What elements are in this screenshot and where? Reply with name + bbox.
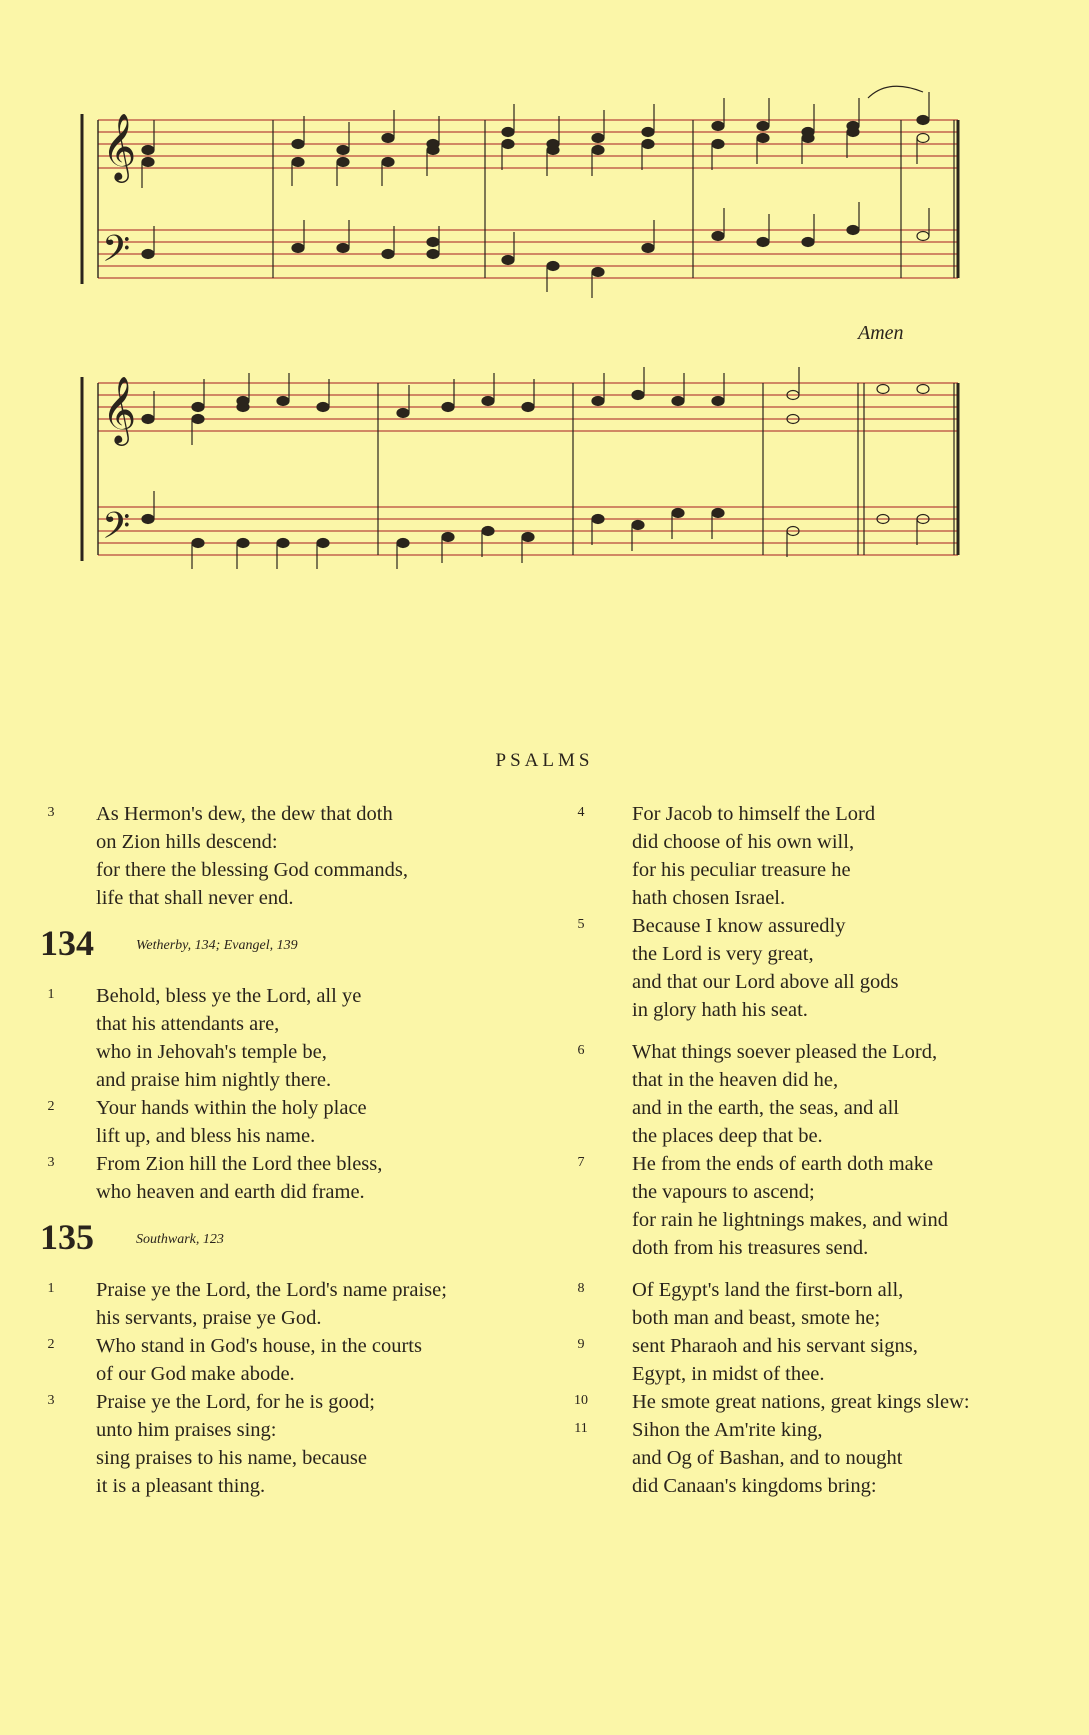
verse-line: He from the ends of earth doth make — [632, 1153, 934, 1175]
stanza — [570, 1332, 1070, 1388]
stanza-number: 7 — [577, 1155, 585, 1170]
stanza — [40, 1150, 540, 1206]
stanza-number: 3 — [47, 1155, 55, 1170]
verse-line: As Hermon's dew, the dew that doth — [96, 803, 393, 825]
verse-line: He smote great nations, great kings slew: — [632, 1391, 970, 1413]
verse-line: Your hands within the holy place — [96, 1097, 367, 1119]
verse-line: on Zion hills descend: — [96, 831, 278, 853]
verse-line: it is a pleasant thing. — [96, 1475, 266, 1497]
verse-line: and Og of Bashan, and to nought — [632, 1447, 903, 1469]
stanza-number: 2 — [47, 1099, 55, 1114]
stanza-number: 5 — [577, 917, 585, 932]
stanza-gap — [570, 1024, 1070, 1038]
verse-line: sent Pharaoh and his servant signs, — [632, 1335, 918, 1357]
stanza-number: 4 — [577, 805, 585, 820]
stanza — [570, 912, 1070, 1024]
stanza — [570, 1388, 1070, 1416]
verse-line: did choose of his own will, — [632, 831, 855, 853]
verse-line: Praise ye the Lord, for he is good; — [96, 1391, 375, 1413]
stanza-number: 8 — [577, 1281, 585, 1296]
verse-line: the Lord is very great, — [632, 943, 814, 965]
verse-line: the places deep that be. — [632, 1125, 823, 1147]
music-system-2 — [78, 355, 968, 575]
tune-references: Wetherby, 134; Evangel, 139 — [136, 938, 298, 953]
verse-line: sing praises to his name, because — [96, 1447, 367, 1469]
music-staff-system-1 — [78, 80, 968, 300]
verse-line: Egypt, in midst of thee. — [632, 1363, 825, 1385]
stanza — [40, 1276, 540, 1332]
verse-line: Who stand in God's house, in the courts — [96, 1335, 422, 1357]
verse-line: who in Jehovah's temple be, — [96, 1041, 327, 1063]
stanza-number: 11 — [574, 1421, 588, 1436]
amen-label: Amen — [858, 322, 904, 344]
verse-line: Sihon the Am'rite king, — [632, 1419, 823, 1441]
psalm-number: 135 — [40, 1217, 94, 1257]
svg-text:𝄞: 𝄞 — [102, 375, 137, 443]
verse-line: Of Egypt's land the first-born all, — [632, 1279, 904, 1301]
stanza — [40, 1094, 540, 1150]
stanza — [40, 800, 540, 912]
verse-line: for his peculiar treasure he — [632, 859, 851, 881]
tune-references: Southwark, 123 — [136, 1232, 224, 1247]
verse-line: Praise ye the Lord, the Lord's name praise; — [96, 1279, 447, 1301]
verse-line: for there the blessing God commands, — [96, 859, 408, 881]
stanza-number: 3 — [47, 805, 55, 820]
verse-line: for rain he lightnings makes, and wind — [632, 1209, 948, 1231]
stanza-number: 2 — [47, 1337, 55, 1352]
stanza — [40, 1332, 540, 1388]
verse-line: his servants, praise ye God. — [96, 1307, 322, 1329]
stanza — [570, 1276, 1070, 1332]
svg-text:𝄢: 𝄢 — [102, 228, 131, 279]
stanza-number: 9 — [577, 1337, 585, 1352]
stanza — [570, 800, 1070, 912]
svg-text:𝄞: 𝄞 — [102, 112, 137, 180]
stanza-gap — [570, 1262, 1070, 1276]
psalm-heading-135 — [40, 1216, 540, 1268]
stanza — [40, 1388, 540, 1500]
verse-line: of our God make abode. — [96, 1363, 295, 1385]
svg-text:𝄢: 𝄢 — [102, 505, 131, 556]
verse-line: doth from his treasures send. — [632, 1237, 869, 1259]
stanza-number: 10 — [574, 1393, 588, 1408]
verse-line: both man and beast, smote he; — [632, 1307, 881, 1329]
music-system-1 — [78, 80, 968, 300]
verse-line: Because I know assuredly — [632, 915, 846, 937]
verse-line: and praise him nightly there. — [96, 1069, 332, 1091]
stanza — [570, 1416, 1070, 1500]
verse-line: What things soever pleased the Lord, — [632, 1041, 938, 1063]
verse-line: in glory hath his seat. — [632, 999, 808, 1021]
stanza-number: 3 — [47, 1393, 55, 1408]
stanza — [40, 982, 540, 1094]
verse-line: that his attendants are, — [96, 1013, 280, 1035]
stanza-number: 1 — [47, 1281, 55, 1296]
music-staff-system-2 — [78, 355, 968, 575]
running-head: PSALMS — [495, 750, 594, 771]
stanza-number: 6 — [577, 1043, 585, 1058]
verse-line: and that our Lord above all gods — [632, 971, 899, 993]
stanza — [570, 1038, 1070, 1150]
verse-line: life that shall never end. — [96, 887, 294, 909]
verse-line: unto him praises sing: — [96, 1419, 277, 1441]
left-column — [40, 800, 540, 1500]
verse-line: and in the earth, the seas, and all — [632, 1097, 899, 1119]
verse-line: From Zion hill the Lord thee bless, — [96, 1153, 383, 1175]
verse-line: For Jacob to himself the Lord — [632, 803, 876, 825]
verse-line: the vapours to ascend; — [632, 1181, 815, 1203]
verse-line: Behold, bless ye the Lord, all ye — [96, 985, 362, 1007]
psalm-heading-134 — [40, 922, 540, 974]
right-column — [570, 800, 1070, 1500]
verse-line: hath chosen Israel. — [632, 887, 786, 909]
verse-line: did Canaan's kingdoms bring: — [632, 1475, 877, 1497]
verse-line: lift up, and bless his name. — [96, 1125, 316, 1147]
verse-line: that in the heaven did he, — [632, 1069, 839, 1091]
verse-line: who heaven and earth did frame. — [96, 1181, 365, 1203]
stanza — [570, 1150, 1070, 1262]
stanza-number: 1 — [47, 987, 55, 1002]
psalm-number: 134 — [40, 923, 94, 963]
